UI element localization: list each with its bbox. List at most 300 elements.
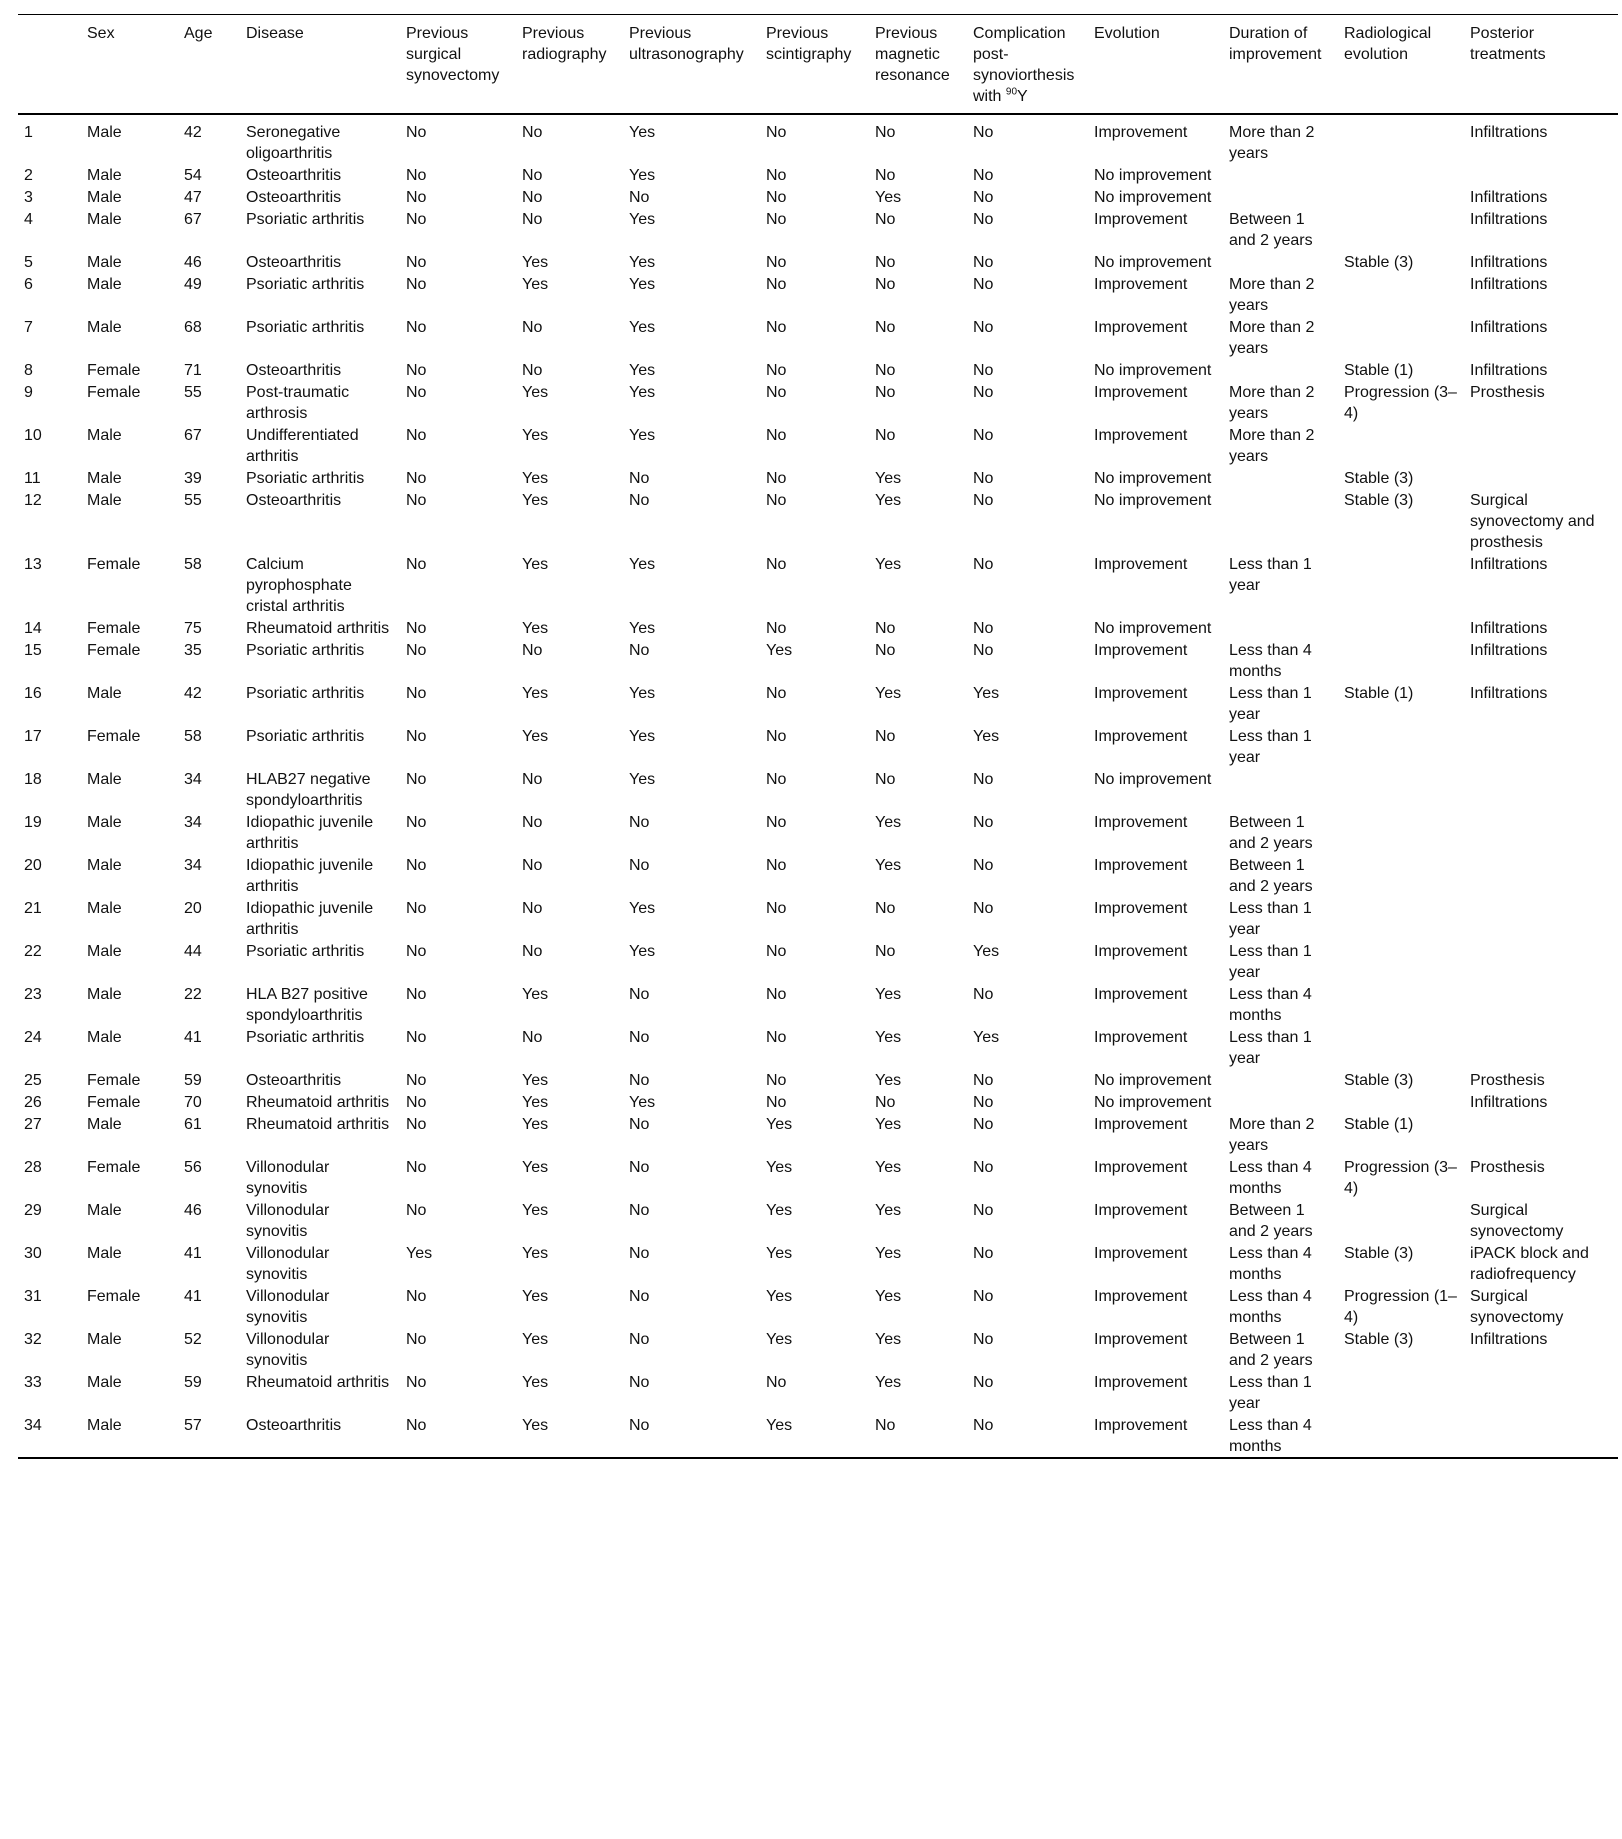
cell-previous-surgical-synovectomy: No	[406, 556, 427, 573]
cell-previous-magnetic-resonance: Yes	[875, 1374, 902, 1391]
cell-complication: No	[973, 1072, 994, 1089]
cell-index: 33	[24, 1374, 42, 1391]
cell-disease: Villonodular synovitis	[246, 1245, 330, 1283]
cell-duration-of-improvement: Less than 4 months	[1229, 642, 1312, 680]
cell-previous-surgical-synovectomy: No	[406, 124, 427, 141]
cell-posterior-treatments	[1464, 897, 1618, 940]
cell-age: 68	[184, 319, 202, 336]
cell-posterior-treatments: Prosthesis	[1470, 384, 1545, 401]
cell-disease: Idiopathic juvenile arthritis	[246, 900, 374, 938]
cell-previous-magnetic-resonance: Yes	[875, 1029, 902, 1046]
cell-radiological-evolution: Stable (3)	[1344, 254, 1414, 271]
cell-previous-radiography: Yes	[522, 986, 549, 1003]
cell-sex: Female	[87, 1094, 141, 1111]
cell-previous-surgical-synovectomy: No	[406, 620, 427, 637]
cell-previous-scintigraphy: No	[766, 254, 787, 271]
cell-previous-scintigraphy: No	[766, 943, 787, 960]
cell-previous-radiography: Yes	[522, 1159, 549, 1176]
cell-disease: Psoriatic arthritis	[246, 276, 365, 293]
cell-complication: No	[973, 857, 994, 874]
cell-evolution: No improvement	[1094, 189, 1212, 206]
cell-previous-scintigraphy: No	[766, 319, 787, 336]
table-body	[18, 114, 1618, 1458]
cell-posterior-treatments	[1464, 467, 1618, 489]
cell-previous-surgical-synovectomy: No	[406, 1202, 427, 1219]
cell-previous-radiography: Yes	[522, 1116, 549, 1133]
cell-evolution: No improvement	[1094, 254, 1212, 271]
cell-previous-ultrasonography: Yes	[629, 620, 656, 637]
cell-index: 24	[24, 1029, 42, 1046]
header-complication-text: Complication post-synoviorthesis with	[973, 25, 1075, 105]
cell-radiological-evolution	[1338, 811, 1464, 854]
table-row	[18, 208, 1618, 251]
cell-previous-surgical-synovectomy: No	[406, 857, 427, 874]
cell-sex: Male	[87, 254, 122, 271]
table-row	[18, 617, 1618, 639]
cell-previous-magnetic-resonance: No	[875, 254, 896, 271]
cell-radiological-evolution	[1338, 1091, 1464, 1113]
cell-previous-scintigraphy: No	[766, 1374, 787, 1391]
cell-sex: Male	[87, 900, 122, 917]
cell-radiological-evolution	[1338, 617, 1464, 639]
table-row	[18, 897, 1618, 940]
cell-posterior-treatments: Infiltrations	[1470, 211, 1548, 228]
cell-previous-magnetic-resonance: No	[875, 211, 896, 228]
cell-complication: No	[973, 1417, 994, 1434]
cell-radiological-evolution	[1338, 186, 1464, 208]
cell-duration-of-improvement: More than 2 years	[1229, 1116, 1315, 1154]
cell-evolution: Improvement	[1094, 900, 1188, 917]
cell-radiological-evolution: Stable (1)	[1344, 1116, 1414, 1133]
cell-previous-radiography: Yes	[522, 1374, 549, 1391]
cell-index: 18	[24, 771, 42, 788]
cell-age: 35	[184, 642, 202, 659]
cell-disease: Seronegative oligoarthritis	[246, 124, 341, 162]
cell-previous-surgical-synovectomy: No	[406, 1159, 427, 1176]
cell-sex: Male	[87, 1374, 122, 1391]
cell-disease: Villonodular synovitis	[246, 1202, 330, 1240]
cell-previous-surgical-synovectomy: No	[406, 470, 427, 487]
cell-sex: Male	[87, 189, 122, 206]
cell-previous-scintigraphy: No	[766, 492, 787, 509]
header-previous-surgical-synovectomy: Previous surgical synovectomy	[406, 25, 500, 84]
cell-previous-ultrasonography: No	[629, 1417, 650, 1434]
cell-posterior-treatments: Surgical synovectomy	[1470, 1202, 1564, 1240]
cell-previous-ultrasonography: No	[629, 1072, 650, 1089]
cell-index: 27	[24, 1116, 42, 1133]
cell-previous-radiography: Yes	[522, 470, 549, 487]
cell-age: 56	[184, 1159, 202, 1176]
table-row	[18, 251, 1618, 273]
cell-previous-surgical-synovectomy: No	[406, 427, 427, 444]
cell-previous-magnetic-resonance: No	[875, 1094, 896, 1111]
cell-previous-surgical-synovectomy: No	[406, 986, 427, 1003]
cell-previous-radiography: No	[522, 943, 543, 960]
cell-radiological-evolution: Progression (3–4)	[1344, 1159, 1457, 1197]
cell-sex: Male	[87, 427, 122, 444]
cell-previous-ultrasonography: Yes	[629, 556, 656, 573]
cell-previous-radiography: Yes	[522, 1094, 549, 1111]
cell-previous-scintigraphy: No	[766, 857, 787, 874]
cell-radiological-evolution	[1338, 1371, 1464, 1414]
cell-previous-ultrasonography: No	[629, 642, 650, 659]
cell-disease: Rheumatoid arthritis	[246, 1374, 390, 1391]
cell-previous-surgical-synovectomy: No	[406, 319, 427, 336]
cell-previous-radiography: Yes	[522, 492, 549, 509]
cell-sex: Male	[87, 319, 122, 336]
cell-previous-radiography: Yes	[522, 556, 549, 573]
cell-index: 25	[24, 1072, 42, 1089]
cell-age: 46	[184, 1202, 202, 1219]
cell-radiological-evolution	[1338, 854, 1464, 897]
table-row	[18, 553, 1618, 617]
cell-duration-of-improvement: Less than 1 year	[1229, 685, 1312, 723]
table-row	[18, 811, 1618, 854]
cell-previous-scintigraphy: No	[766, 189, 787, 206]
cell-previous-ultrasonography: Yes	[629, 900, 656, 917]
cell-radiological-evolution	[1338, 940, 1464, 983]
cell-sex: Male	[87, 814, 122, 831]
cell-complication: Yes	[973, 1029, 1000, 1046]
cell-posterior-treatments	[1464, 854, 1618, 897]
cell-previous-radiography: No	[522, 642, 543, 659]
cell-sex: Female	[87, 384, 141, 401]
cell-posterior-treatments	[1464, 1026, 1618, 1069]
table-row	[18, 639, 1618, 682]
cell-evolution: Improvement	[1094, 1116, 1188, 1133]
cell-posterior-treatments	[1464, 983, 1618, 1026]
cell-evolution: Improvement	[1094, 1331, 1188, 1348]
cell-disease: Osteoarthritis	[246, 189, 342, 206]
cell-age: 41	[184, 1029, 202, 1046]
table-row	[18, 1285, 1618, 1328]
table-row	[18, 983, 1618, 1026]
cell-previous-magnetic-resonance: No	[875, 642, 896, 659]
cell-complication: No	[973, 362, 994, 379]
header-radiological-evolution: Radiological evolution	[1344, 25, 1432, 63]
table-row	[18, 1113, 1618, 1156]
cell-index: 9	[24, 384, 33, 401]
cell-previous-surgical-synovectomy: No	[406, 362, 427, 379]
cell-previous-surgical-synovectomy: No	[406, 1331, 427, 1348]
cell-previous-radiography: Yes	[522, 384, 549, 401]
cell-previous-radiography: No	[522, 167, 543, 184]
cell-disease: Villonodular synovitis	[246, 1288, 330, 1326]
cell-previous-magnetic-resonance: No	[875, 900, 896, 917]
cell-sex: Male	[87, 492, 122, 509]
cell-duration-of-improvement: More than 2 years	[1229, 384, 1315, 422]
table-row	[18, 359, 1618, 381]
cell-previous-radiography: Yes	[522, 1417, 549, 1434]
cell-index: 30	[24, 1245, 42, 1262]
cell-previous-scintigraphy: Yes	[766, 1202, 793, 1219]
cell-previous-surgical-synovectomy: No	[406, 167, 427, 184]
cell-complication: No	[973, 1159, 994, 1176]
cell-sex: Male	[87, 1116, 122, 1133]
cell-duration-of-improvement: Between 1 and 2 years	[1229, 814, 1313, 852]
cell-age: 42	[184, 685, 202, 702]
cell-complication: No	[973, 427, 994, 444]
cell-posterior-treatments: Infiltrations	[1470, 254, 1548, 271]
table-row	[18, 467, 1618, 489]
cell-index: 29	[24, 1202, 42, 1219]
patient-table	[18, 14, 1618, 1459]
cell-previous-ultrasonography: Yes	[629, 943, 656, 960]
cell-previous-scintigraphy: No	[766, 211, 787, 228]
table-row	[18, 725, 1618, 768]
cell-sex: Male	[87, 1417, 122, 1434]
cell-complication: No	[973, 986, 994, 1003]
cell-disease: Osteoarthritis	[246, 167, 342, 184]
cell-duration-of-improvement: Between 1 and 2 years	[1229, 1331, 1313, 1369]
cell-sex: Female	[87, 556, 141, 573]
cell-duration-of-improvement: Less than 1 year	[1229, 900, 1312, 938]
cell-complication: No	[973, 900, 994, 917]
cell-age: 41	[184, 1288, 202, 1305]
cell-previous-ultrasonography: No	[629, 1245, 650, 1262]
cell-complication: No	[973, 1374, 994, 1391]
cell-duration-of-improvement: Less than 1 year	[1229, 728, 1312, 766]
cell-index: 26	[24, 1094, 42, 1111]
cell-posterior-treatments: Prosthesis	[1470, 1159, 1545, 1176]
cell-evolution: Improvement	[1094, 427, 1188, 444]
cell-sex: Male	[87, 986, 122, 1003]
cell-previous-surgical-synovectomy: No	[406, 254, 427, 271]
cell-disease: Osteoarthritis	[246, 362, 342, 379]
cell-evolution: No improvement	[1094, 362, 1212, 379]
cell-previous-surgical-synovectomy: No	[406, 1417, 427, 1434]
cell-disease: Psoriatic arthritis	[246, 685, 365, 702]
cell-age: 22	[184, 986, 202, 1003]
cell-evolution: Improvement	[1094, 319, 1188, 336]
cell-radiological-evolution	[1338, 1199, 1464, 1242]
cell-posterior-treatments: Infiltrations	[1470, 1094, 1548, 1111]
cell-duration-of-improvement	[1223, 489, 1338, 553]
cell-evolution: Improvement	[1094, 211, 1188, 228]
cell-duration-of-improvement	[1223, 768, 1338, 811]
cell-age: 41	[184, 1245, 202, 1262]
cell-previous-ultrasonography: No	[629, 1159, 650, 1176]
cell-previous-surgical-synovectomy: No	[406, 1288, 427, 1305]
cell-previous-surgical-synovectomy: No	[406, 189, 427, 206]
cell-radiological-evolution: Stable (1)	[1344, 362, 1414, 379]
cell-previous-surgical-synovectomy: No	[406, 1072, 427, 1089]
cell-evolution: No improvement	[1094, 492, 1212, 509]
cell-complication: No	[973, 470, 994, 487]
cell-duration-of-improvement	[1223, 1069, 1338, 1091]
cell-index: 17	[24, 728, 42, 745]
cell-radiological-evolution	[1338, 768, 1464, 811]
header-complication-tail: Y	[1017, 88, 1028, 105]
cell-previous-ultrasonography: Yes	[629, 685, 656, 702]
cell-complication: No	[973, 124, 994, 141]
cell-disease: Psoriatic arthritis	[246, 1029, 365, 1046]
cell-index: 22	[24, 943, 42, 960]
cell-index: 11	[24, 470, 41, 487]
cell-previous-magnetic-resonance: Yes	[875, 492, 902, 509]
cell-previous-ultrasonography: No	[629, 1331, 650, 1348]
cell-disease: HLAB27 negative spondyloarthritis	[246, 771, 371, 809]
cell-radiological-evolution	[1338, 316, 1464, 359]
cell-index: 1	[24, 124, 33, 141]
cell-previous-scintigraphy: No	[766, 1029, 787, 1046]
cell-complication: No	[973, 492, 994, 509]
cell-posterior-treatments	[1464, 940, 1618, 983]
header-duration-of-improvement: Duration of improvement	[1229, 25, 1322, 63]
cell-age: 47	[184, 189, 202, 206]
cell-index: 4	[24, 211, 33, 228]
cell-previous-magnetic-resonance: Yes	[875, 685, 902, 702]
cell-previous-radiography: No	[522, 771, 543, 788]
cell-previous-scintigraphy: No	[766, 556, 787, 573]
cell-evolution: Improvement	[1094, 943, 1188, 960]
cell-age: 70	[184, 1094, 202, 1111]
cell-previous-ultrasonography: Yes	[629, 384, 656, 401]
header-disease: Disease	[246, 25, 304, 42]
cell-previous-surgical-synovectomy: No	[406, 900, 427, 917]
cell-previous-ultrasonography: No	[629, 1202, 650, 1219]
table-row	[18, 682, 1618, 725]
cell-posterior-treatments: Infiltrations	[1470, 124, 1548, 141]
cell-previous-surgical-synovectomy: No	[406, 685, 427, 702]
cell-previous-magnetic-resonance: Yes	[875, 857, 902, 874]
cell-age: 58	[184, 728, 202, 745]
cell-duration-of-improvement: More than 2 years	[1229, 319, 1315, 357]
cell-previous-magnetic-resonance: Yes	[875, 986, 902, 1003]
cell-previous-scintigraphy: No	[766, 771, 787, 788]
cell-previous-magnetic-resonance: Yes	[875, 556, 902, 573]
cell-duration-of-improvement: Between 1 and 2 years	[1229, 1202, 1313, 1240]
header-previous-radiography: Previous radiography	[522, 25, 607, 63]
cell-previous-magnetic-resonance: No	[875, 771, 896, 788]
cell-previous-radiography: Yes	[522, 276, 549, 293]
cell-previous-scintigraphy: No	[766, 276, 787, 293]
cell-age: 55	[184, 492, 202, 509]
cell-previous-scintigraphy: No	[766, 900, 787, 917]
cell-disease: Villonodular synovitis	[246, 1159, 330, 1197]
cell-sex: Female	[87, 728, 141, 745]
cell-sex: Female	[87, 642, 141, 659]
cell-duration-of-improvement: Less than 4 months	[1229, 1245, 1312, 1283]
cell-sex: Male	[87, 943, 122, 960]
cell-duration-of-improvement	[1223, 359, 1338, 381]
table-row	[18, 164, 1618, 186]
cell-previous-magnetic-resonance: No	[875, 362, 896, 379]
cell-previous-magnetic-resonance: No	[875, 319, 896, 336]
cell-duration-of-improvement: Between 1 and 2 years	[1229, 857, 1313, 895]
cell-radiological-evolution	[1338, 983, 1464, 1026]
cell-sex: Male	[87, 1331, 122, 1348]
cell-sex: Female	[87, 1072, 141, 1089]
cell-previous-radiography: Yes	[522, 1202, 549, 1219]
cell-previous-scintigraphy: No	[766, 1072, 787, 1089]
cell-index: 8	[24, 362, 33, 379]
cell-radiological-evolution	[1338, 273, 1464, 316]
cell-disease: Idiopathic juvenile arthritis	[246, 814, 374, 852]
cell-previous-scintigraphy: No	[766, 620, 787, 637]
table-row	[18, 273, 1618, 316]
cell-age: 67	[184, 211, 202, 228]
cell-complication: No	[973, 254, 994, 271]
header-previous-magnetic-resonance: Previous magnetic resonance	[875, 25, 950, 84]
header-age: Age	[184, 25, 213, 42]
cell-complication: No	[973, 771, 994, 788]
cell-previous-surgical-synovectomy: No	[406, 771, 427, 788]
cell-previous-radiography: No	[522, 189, 543, 206]
cell-complication: Yes	[973, 728, 1000, 745]
cell-previous-magnetic-resonance: No	[875, 728, 896, 745]
cell-radiological-evolution	[1338, 114, 1464, 164]
cell-previous-ultrasonography: Yes	[629, 124, 656, 141]
cell-sex: Male	[87, 211, 122, 228]
cell-duration-of-improvement: More than 2 years	[1229, 276, 1315, 314]
cell-previous-scintigraphy: Yes	[766, 1417, 793, 1434]
cell-previous-scintigraphy: Yes	[766, 1159, 793, 1176]
cell-previous-magnetic-resonance: Yes	[875, 189, 902, 206]
cell-previous-magnetic-resonance: Yes	[875, 470, 902, 487]
cell-disease: Psoriatic arthritis	[246, 470, 365, 487]
cell-age: 42	[184, 124, 202, 141]
cell-complication: No	[973, 556, 994, 573]
cell-previous-scintigraphy: No	[766, 470, 787, 487]
cell-disease: Post-traumatic arthrosis	[246, 384, 350, 422]
cell-radiological-evolution	[1338, 897, 1464, 940]
cell-duration-of-improvement: Less than 4 months	[1229, 1288, 1312, 1326]
cell-posterior-treatments: Infiltrations	[1470, 685, 1548, 702]
cell-age: 34	[184, 857, 202, 874]
cell-complication: No	[973, 1202, 994, 1219]
cell-radiological-evolution: Stable (3)	[1344, 492, 1414, 509]
cell-previous-ultrasonography: No	[629, 470, 650, 487]
cell-previous-ultrasonography: No	[629, 492, 650, 509]
cell-index: 21	[24, 900, 42, 917]
cell-age: 55	[184, 384, 202, 401]
cell-sex: Male	[87, 470, 122, 487]
cell-previous-scintigraphy: No	[766, 362, 787, 379]
cell-previous-ultrasonography: Yes	[629, 427, 656, 444]
header-previous-ultrasonography: Previous ultrasonography	[629, 25, 744, 63]
cell-previous-ultrasonography: No	[629, 1029, 650, 1046]
cell-previous-ultrasonography: No	[629, 1288, 650, 1305]
cell-disease: Osteoarthritis	[246, 254, 342, 271]
cell-evolution: Improvement	[1094, 1417, 1188, 1434]
cell-duration-of-improvement: Less than 1 year	[1229, 556, 1312, 594]
cell-previous-ultrasonography: Yes	[629, 771, 656, 788]
cell-posterior-treatments: Infiltrations	[1470, 642, 1548, 659]
cell-duration-of-improvement	[1223, 467, 1338, 489]
cell-previous-ultrasonography: Yes	[629, 362, 656, 379]
cell-previous-surgical-synovectomy: No	[406, 492, 427, 509]
header-posterior-treatments: Posterior treatments	[1470, 25, 1546, 63]
cell-previous-magnetic-resonance: Yes	[875, 814, 902, 831]
table-row	[18, 1026, 1618, 1069]
cell-duration-of-improvement: Less than 1 year	[1229, 1374, 1312, 1412]
cell-previous-surgical-synovectomy: No	[406, 276, 427, 293]
cell-sex: Male	[87, 857, 122, 874]
cell-complication: No	[973, 384, 994, 401]
cell-posterior-treatments	[1464, 1371, 1618, 1414]
cell-sex: Male	[87, 1202, 122, 1219]
cell-duration-of-improvement: More than 2 years	[1229, 124, 1315, 162]
cell-previous-magnetic-resonance: Yes	[875, 1245, 902, 1262]
cell-previous-surgical-synovectomy: No	[406, 728, 427, 745]
cell-age: 39	[184, 470, 202, 487]
cell-posterior-treatments	[1464, 1414, 1618, 1458]
cell-previous-scintigraphy: No	[766, 167, 787, 184]
cell-complication: No	[973, 814, 994, 831]
header-evolution: Evolution	[1094, 25, 1160, 42]
cell-previous-magnetic-resonance: Yes	[875, 1331, 902, 1348]
